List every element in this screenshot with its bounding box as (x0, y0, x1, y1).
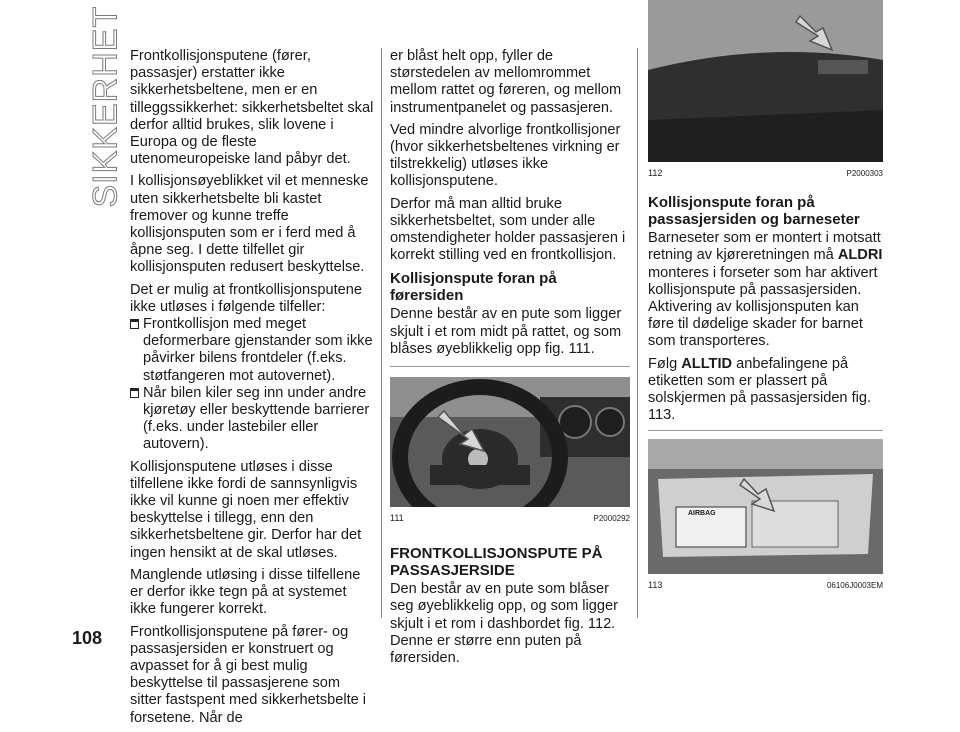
text-column-3 (648, 48, 883, 595)
section-heading: Kollisjonspute foran på førersiden (390, 270, 557, 305)
paragraph: Frontkollisjonsputene på fører- og passasjersiden er konstruert og avpasset for å gi best mulig beskyttelse til passasjerene som sitter fastspent med sikkerhetsbelte i forsetene. Når de (130, 623, 367, 726)
paragraph: Kollisjonsputene utløses i disse tilfellene ikke fordi de sannsynligvis ikke vil kunne gi noen mer effektiv beskyttelse i tillegg, enn den sikkerhetsbeltene gir. Derfor har det ingen hensikt at de skal utløses. (130, 458, 362, 561)
bullet-icon (130, 319, 139, 329)
section-heading: FRONTKOLLISJONSPUTE PÅ PASSASJERSIDE (390, 545, 603, 580)
paragraph: Den består av en pute som blåser seg øyeblikkelig opp, og som ligger skjult i et rom i dashbordet fig. 112. Denne er større enn puten på førersiden. (390, 581, 618, 667)
paragraph: Manglende utløsing i disse tilfellene er derfor ikke tegn på at systemet ikke fungerer korrekt. (130, 566, 361, 618)
figure-caption: 111 P2000292 (390, 513, 630, 524)
text-column-2 (390, 48, 630, 672)
paragraph: Derfor må man alltid bruke sikkerhetsbeltet, som under alle omstendigheter holder passasjeren i korrekt stilling ved en frontkollisjon. (390, 195, 626, 264)
section-heading: Kollisjonspute foran på passasjersiden og barneseter (648, 194, 860, 229)
paragraph: I kollisjonsøyeblikket vil et menneske uten sikkerhetsbelte bli kastet fremover og kunne treffe kollisjonsputen som er i ferd med å åpne seg. I dette tilfellet gir kollisjonsputen redusert beskyttelse. (130, 173, 369, 276)
text-column-1 (130, 48, 375, 732)
airbag-label: AIRBAG (688, 510, 716, 518)
section-side-title: SIKKERHET (86, 5, 125, 208)
paragraph: Frontkollisjonsputene (fører, passasjer) erstatter ikke sikkerhetsbeltene, men er en tilleggssikkerhet: sikkerhetsbeltet skal derfor alltid brukes, slik lovene i Europa og de fleste utenomeuropeiske land påbyr det. (130, 48, 374, 168)
paragraph: er blåst helt opp, fyller de størstedelen av mellomrommet mellom rattet og føreren, og mellom instrumentpanelet og passasjeren. (390, 48, 622, 116)
bullet-item: Frontkollisjon med meget deformerbare gjenstander som ikke påvirker bilens frontdeler (f.eks. støtfangeren mot autovernet). (130, 316, 375, 385)
page-number: 108 (72, 628, 103, 648)
paragraph: Denne består av en pute som ligger skjult i et rom midt på rattet, og som blåses øyeblikkelig opp fig. 111. (390, 306, 622, 357)
paragraph: Det er mulig at frontkollisjonsputene ikke utløses i følgende tilfeller: (130, 281, 362, 315)
bullet-icon (130, 388, 139, 398)
sun-visor-image (648, 439, 883, 574)
paragraph: Følg ALLTID anbefalingene på etiketten som er plassert på solskjermen på passasjersiden fig. 113. (648, 355, 872, 424)
bullet-item: Når bilen kiler seg inn under andre kjøretøy eller beskyttende barrierer (f.eks. under lastebiler eller autovern). (130, 385, 375, 454)
dashboard-image (648, 0, 883, 162)
column-divider (637, 48, 638, 618)
figure-113 (648, 430, 883, 594)
figure-caption: 113 06106J0003EM (648, 580, 883, 591)
column-divider (381, 48, 382, 618)
paragraph: Ved mindre alvorlige frontkollisjoner (hvor sikkerhetsbeltenes virkning er tilstrekkelig) utløses ikke kollisjonsputene. (390, 121, 621, 190)
paragraph: Barneseter som er montert i motsatt retning av kjøreretningen må ALDRI monteres i forseter som har aktivert kollisjonspute på passasjersiden. Aktivering av kollisjonsputen kan føre til dødelige skader for barnet som transporteres. (648, 230, 883, 350)
figure-caption: 112 P2000303 (648, 168, 883, 178)
steering-wheel-image (390, 377, 630, 507)
figure-111 (390, 366, 630, 527)
